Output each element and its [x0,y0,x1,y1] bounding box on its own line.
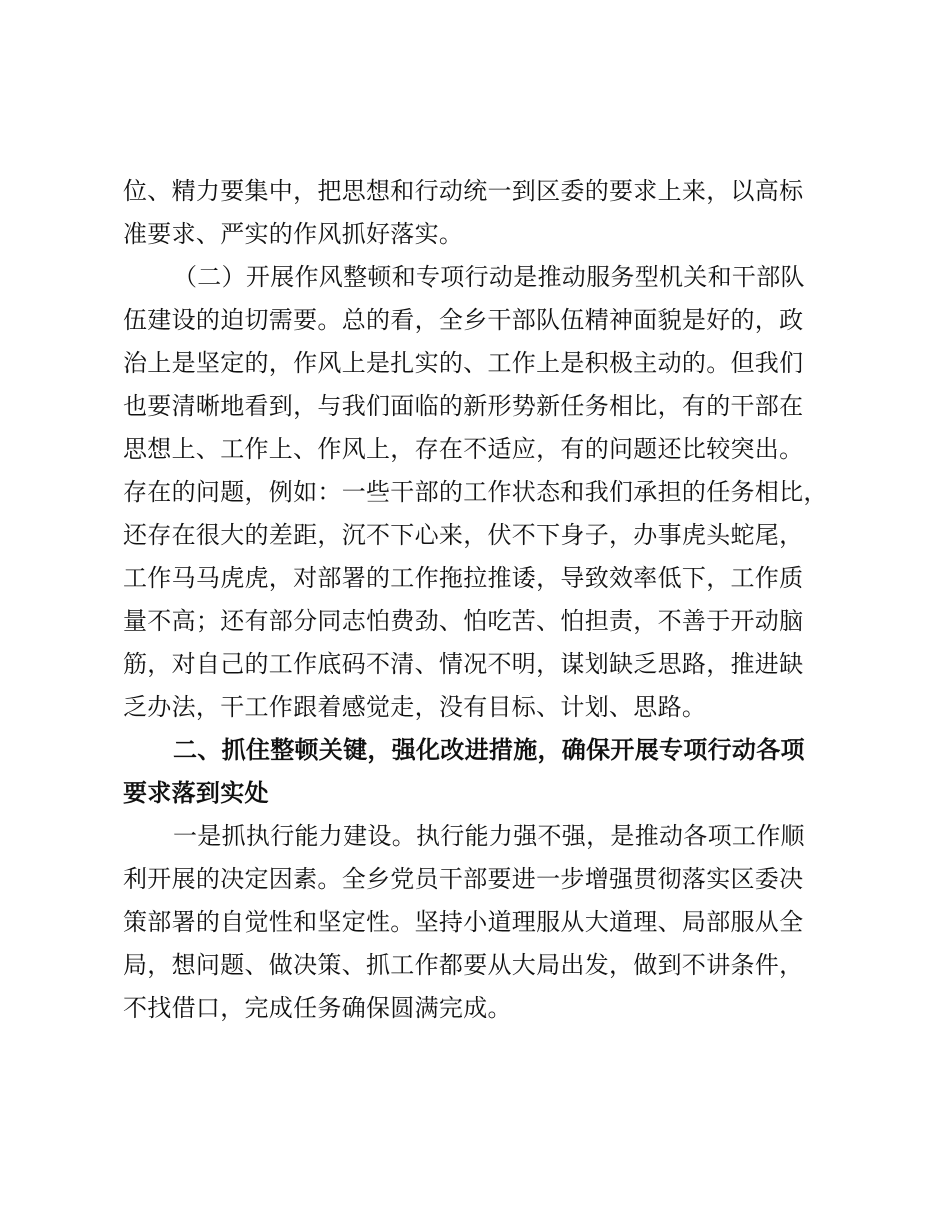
text-line: 准要求、严实的作风抓好落实。 [123,220,464,248]
text-line: 利开展的决定因素。全乡党员干部要进一步增强贯彻落实区委决 [123,865,804,893]
section-heading-line: 要求落到实处 [123,779,269,807]
text-line: 伍建设的迫切需要。总的看，全乡干部队伍精神面貌是好的，政 [123,306,804,334]
text-line: 乏办法，干工作跟着感觉走，没有目标、计划、思路。 [123,693,707,721]
text-line: 位、精力要集中，把思想和行动统一到区委的要求上来，以高标 [123,177,804,205]
text-line: 治上是坚定的，作风上是扎实的、工作上是积极主动的。但我们 [123,349,804,377]
text-line: 也要清晰地看到，与我们面临的新形势新任务相比，有的干部在 [123,392,804,420]
section-heading-line: 二、抓住整顿关键，强化改进措施，确保开展专项行动各项 [173,736,805,764]
text-line: 不找借口，完成任务确保圆满完成。 [123,994,512,1022]
text-line: 局，想问题、做决策、抓工作都要从大局出发，做到不讲条件， [123,951,804,979]
text-line: 量不高；还有部分同志怕费劲、怕吃苦、怕担责，不善于开动脑 [123,607,804,635]
text-line: 思想上、工作上、作风上，存在不适应，有的问题还比较突出。 [123,435,804,463]
text-line: 筋，对自己的工作底码不清、情况不明，谋划缺乏思路，推进缺 [123,650,804,678]
paragraph-start-line: 一是抓执行能力建设。执行能力强不强，是推动各项工作顺 [173,822,805,850]
text-line: 还存在很大的差距，沉不下心来，伏不下身子，办事虎头蛇尾， [123,521,804,549]
text-line: 策部署的自觉性和坚定性。坚持小道理服从大道理、局部服从全 [123,908,804,936]
text-line: 存在的问题，例如：一些干部的工作状态和我们承担的任务相比， [123,478,828,506]
paragraph-start-line: （二）开展作风整顿和专项行动是推动服务型机关和干部队 [173,263,805,291]
document-body [123,170,843,1030]
text-line: 工作马马虎虎，对部署的工作拖拉推诿，导致效率低下，工作质 [123,564,804,592]
